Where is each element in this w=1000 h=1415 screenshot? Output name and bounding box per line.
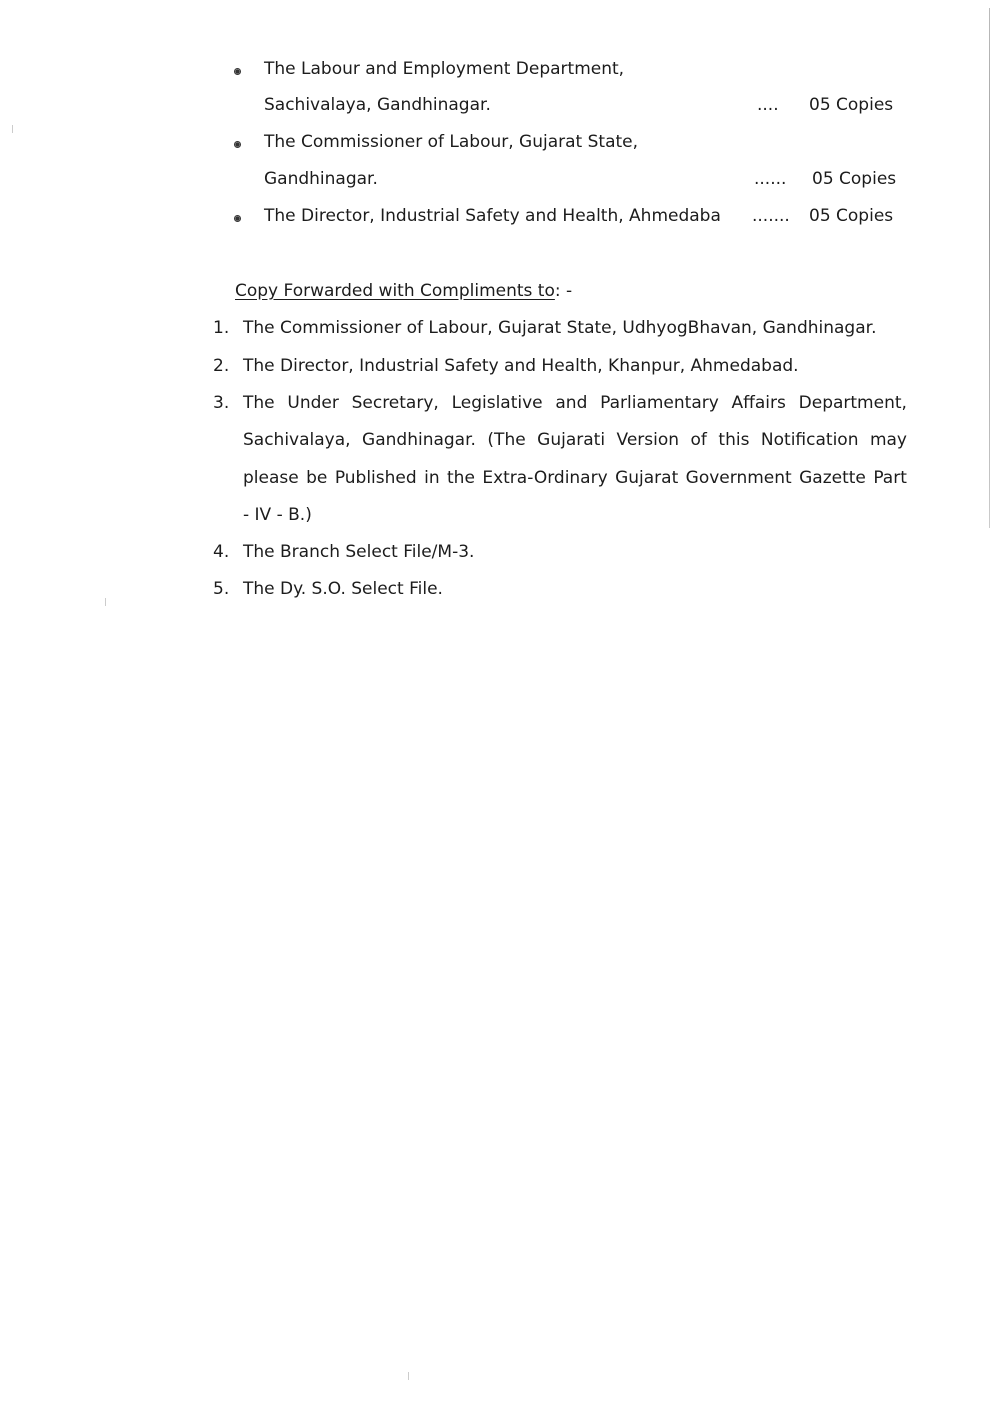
forwarded-item-4-text: The Branch Select File/M-3. <box>243 542 475 562</box>
word: Department, <box>798 393 907 413</box>
word: Gazette <box>799 468 866 488</box>
word: Published <box>334 468 417 488</box>
word: this <box>718 430 750 450</box>
word: of <box>690 430 707 450</box>
word: Sachivalaya, <box>243 430 351 450</box>
word: Secretary, <box>351 393 439 413</box>
word: Government <box>685 468 792 488</box>
distribution-item-1-line2: Sachivalaya, Gandhinagar. <box>264 95 491 115</box>
word: Version <box>616 430 680 450</box>
forwarded-item-5-text: The Dy. S.O. Select File. <box>243 579 443 599</box>
scan-speck <box>408 1372 409 1380</box>
forwarded-item-2-text: The Director, Industrial Safety and Health, Khanpur, Ahmedabad. <box>243 356 799 376</box>
bullet-icon <box>234 215 241 222</box>
scan-speck <box>105 598 106 606</box>
distribution-item-1-copies: 05 Copies <box>809 95 894 115</box>
word: be <box>306 468 328 488</box>
forwarded-item-3-number: 3. <box>213 393 230 413</box>
word: may <box>869 430 907 450</box>
forwarded-item-1-number: 1. <box>213 318 230 338</box>
word: Affairs <box>731 393 786 413</box>
bullet-icon <box>234 141 241 148</box>
forwarded-item-4-number: 4. <box>213 542 230 562</box>
word: The <box>243 393 275 413</box>
forwarded-item-3-line1 <box>243 393 907 413</box>
distribution-item-2-dots: ...... <box>754 169 787 189</box>
word: Gujarat <box>615 468 679 488</box>
distribution-item-1-dots: .... <box>757 95 779 115</box>
word: Gujarati <box>537 430 606 450</box>
distribution-item-2-line2: Gandhinagar. <box>264 169 378 189</box>
word: the <box>447 468 475 488</box>
forwarded-item-5-number: 5. <box>213 579 230 599</box>
distribution-item-2-line1: The Commissioner of Labour, Gujarat State, <box>264 132 639 152</box>
distribution-item-3-copies: 05 Copies <box>809 206 894 226</box>
word: Gandhinagar. <box>362 430 476 450</box>
word: (The <box>487 430 526 450</box>
forwarded-item-3-line4: - IV - B.) <box>243 505 312 525</box>
forwarded-item-3-line2 <box>243 430 907 450</box>
scan-speck <box>12 125 13 133</box>
word: Notification <box>760 430 859 450</box>
distribution-item-1-line1: The Labour and Employment Department, <box>264 59 625 79</box>
forwarded-heading <box>235 281 572 301</box>
word: Legislative <box>451 393 543 413</box>
forwarded-heading-text: Copy Forwarded with Compliments to <box>235 281 555 301</box>
word: in <box>424 468 440 488</box>
word: Parliamentary <box>600 393 719 413</box>
forwarded-item-3-line3 <box>243 468 907 488</box>
forwarded-heading-suffix: : - <box>554 281 573 301</box>
distribution-item-3-line1: The Director, Industrial Safety and Health, Ahmedaba <box>264 206 721 226</box>
forwarded-item-1-text: The Commissioner of Labour, Gujarat State, UdhyogBhavan, Gandhinagar. <box>243 318 877 338</box>
word: Extra-Ordinary <box>482 468 608 488</box>
word: Part <box>873 468 907 488</box>
forwarded-item-2-number: 2. <box>213 356 230 376</box>
bullet-icon <box>234 68 241 75</box>
word: and <box>555 393 588 413</box>
word: Under <box>287 393 339 413</box>
distribution-item-2-copies: 05 Copies <box>812 169 897 189</box>
distribution-item-3-dots: ....... <box>752 206 790 226</box>
word: please <box>243 468 299 488</box>
scan-edge-line <box>989 8 990 528</box>
